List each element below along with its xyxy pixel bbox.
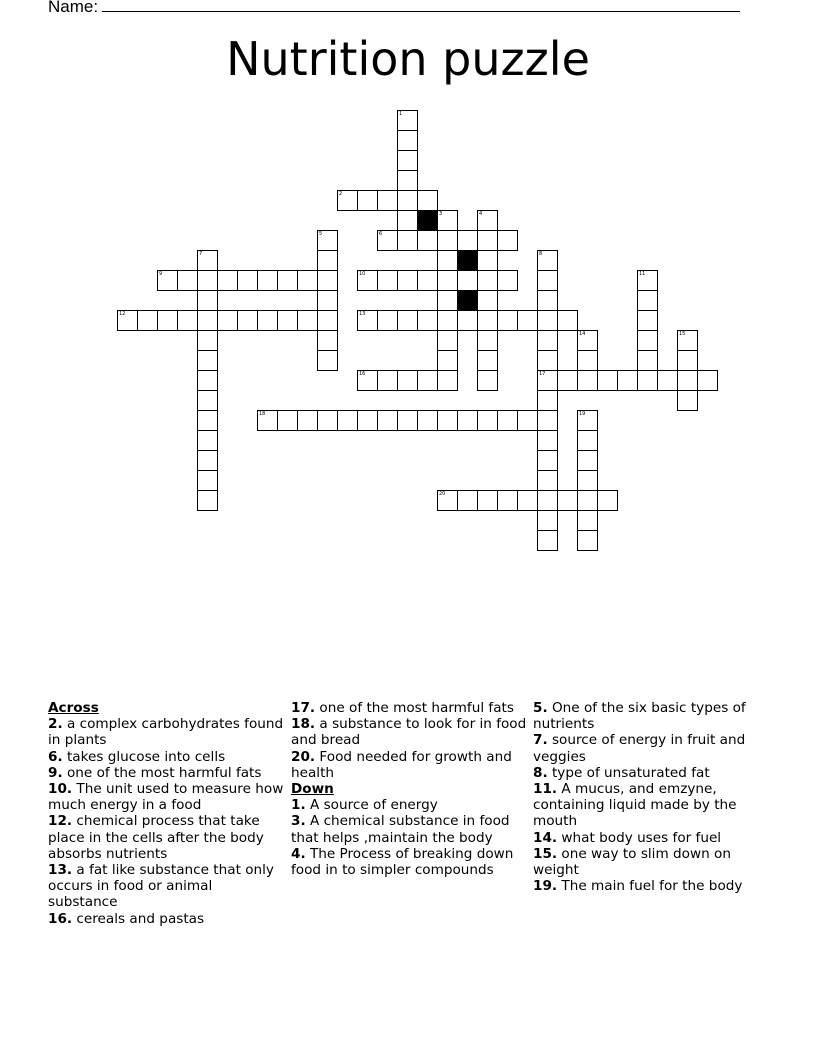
crossword-cell[interactable] (537, 250, 558, 271)
crossword-cell[interactable] (477, 350, 498, 371)
clue-number: 8 (539, 251, 543, 257)
crossword-cell[interactable] (317, 410, 338, 431)
crossword-cell[interactable] (297, 410, 318, 431)
crossword-cell[interactable] (577, 370, 598, 391)
crossword-cell[interactable] (437, 350, 458, 371)
crossword-cell[interactable] (157, 270, 178, 291)
crossword-cell[interactable] (257, 410, 278, 431)
clue-across-6: 6. takes glucose into cells (48, 748, 226, 765)
crossword-cell[interactable] (397, 370, 418, 391)
clue-number: 18 (259, 411, 266, 417)
crossword-cell[interactable] (237, 310, 258, 331)
crossword-cell[interactable] (577, 330, 598, 351)
clue-number: 2 (339, 191, 343, 197)
crossword-cell[interactable] (397, 110, 418, 131)
crossword-cell[interactable] (557, 370, 578, 391)
crossword-cell[interactable] (537, 290, 558, 311)
crossword-cell[interactable] (397, 310, 418, 331)
clue-column-3 (533, 700, 769, 894)
crossword-cell[interactable] (137, 310, 158, 331)
crossword-cell[interactable] (157, 310, 178, 331)
crossword-cell[interactable] (357, 270, 378, 291)
crossword-cell[interactable] (417, 190, 438, 211)
crossword-cell[interactable] (577, 490, 598, 511)
crossword-cell[interactable] (617, 370, 638, 391)
crossword-cell[interactable] (677, 330, 698, 351)
crossword-cell[interactable] (477, 310, 498, 331)
crossword-cell[interactable] (497, 270, 518, 291)
crossword-cell[interactable] (277, 270, 298, 291)
crossword-cell[interactable] (557, 310, 578, 331)
crossword-cell[interactable] (257, 310, 278, 331)
crossword-cell[interactable] (577, 530, 598, 551)
crossword-cell[interactable] (497, 490, 518, 511)
crossword-cell[interactable] (437, 310, 458, 331)
crossword-cell[interactable] (317, 290, 338, 311)
crossword-cell[interactable] (477, 230, 498, 251)
clue-down-14: 14. what body uses for fuel (533, 829, 722, 846)
crossword-cell[interactable] (197, 470, 218, 491)
crossword-cell[interactable] (637, 270, 658, 291)
crossword-cell[interactable] (197, 490, 218, 511)
crossword-cell[interactable] (417, 410, 438, 431)
crossword-cell[interactable] (517, 490, 538, 511)
crossword-cell[interactable] (437, 330, 458, 351)
clue-across-13: 13. a fat like substance that only occurs in food or animal substance (48, 862, 274, 911)
crossword-cell[interactable] (197, 410, 218, 431)
crossword-cell[interactable] (517, 310, 538, 331)
crossword-cell[interactable] (437, 250, 458, 271)
crossword-cell[interactable] (537, 390, 558, 411)
clue-column-2 (291, 700, 527, 878)
crossword-cell[interactable] (397, 130, 418, 151)
crossword-cell[interactable] (357, 370, 378, 391)
clue-across-20: 20. Food needed for growth and health (291, 748, 512, 781)
clue-number: 17 (539, 371, 546, 377)
crossword-cell[interactable] (397, 190, 418, 211)
crossword-cell[interactable] (397, 210, 418, 231)
clue-down-7: 7. source of energy in fruit and veggies (533, 732, 746, 765)
crossword-cell[interactable] (317, 270, 338, 291)
clue-down-5: 5. One of the six basic types of nutrients (533, 700, 746, 733)
clue-down-19: 19. The main fuel for the body (533, 878, 743, 895)
crossword-cell[interactable] (477, 370, 498, 391)
crossword-cell[interactable] (357, 190, 378, 211)
down-heading: Down (291, 781, 334, 798)
clue-number: 4 (479, 211, 483, 217)
crossword-cell[interactable] (537, 450, 558, 471)
crossword-cell[interactable] (437, 210, 458, 231)
clue-across-2: 2. a complex carbohydrates found in plants (48, 716, 284, 749)
crossword-cell[interactable] (637, 310, 658, 331)
crossword-cell[interactable] (177, 310, 198, 331)
crossword-cell[interactable] (577, 510, 598, 531)
crossword-block (457, 290, 478, 311)
crossword-cell[interactable] (437, 370, 458, 391)
clue-down-4: 4. The Process of breaking down food in to simpler compounds (291, 845, 514, 879)
name-label: Name: (48, 0, 99, 16)
crossword-cell[interactable] (357, 310, 378, 331)
crossword-cell[interactable] (417, 310, 438, 331)
clue-across-12: 12. chemical process that take place in the cells after the body absorbs nutrients (48, 813, 264, 862)
clue-number: 7 (199, 251, 203, 257)
crossword-cell[interactable] (577, 350, 598, 371)
crossword-cell[interactable] (197, 310, 218, 331)
clue-down-3: 3. A chemical substance in food that helps ,maintain the body (291, 813, 510, 846)
crossword-cell[interactable] (537, 490, 558, 511)
crossword-cell[interactable] (377, 230, 398, 251)
crossword-cell[interactable] (197, 390, 218, 411)
crossword-cell[interactable] (537, 470, 558, 491)
crossword-cell[interactable] (317, 250, 338, 271)
clue-across-16: 16. cereals and pastas (48, 910, 205, 927)
clue-column-1 (48, 700, 284, 927)
clue-number: 20 (439, 491, 446, 497)
crossword-cell[interactable] (537, 370, 558, 391)
crossword-cell[interactable] (437, 490, 458, 511)
crossword-cell[interactable] (457, 490, 478, 511)
crossword-cell[interactable] (317, 230, 338, 251)
clue-number: 12 (119, 311, 126, 317)
crossword-cell[interactable] (577, 450, 598, 471)
crossword-cell[interactable] (557, 490, 578, 511)
crossword-cell[interactable] (337, 410, 358, 431)
clue-across-18: 18. a substance to look for in food and bread (291, 716, 527, 749)
crossword-cell[interactable] (457, 310, 478, 331)
clue-number: 16 (359, 371, 366, 377)
crossword-cell[interactable] (317, 330, 338, 351)
crossword-cell[interactable] (417, 230, 438, 251)
crossword-cell[interactable] (677, 390, 698, 411)
crossword-cell[interactable] (197, 450, 218, 471)
clue-down-15: 15. one way to slim down on weight (533, 845, 731, 879)
clue-number: 5 (319, 231, 323, 237)
crossword-cell[interactable] (377, 370, 398, 391)
crossword-cell[interactable] (637, 330, 658, 351)
crossword-cell[interactable] (497, 410, 518, 431)
crossword-block (417, 210, 438, 231)
clue-number: 13 (359, 311, 366, 317)
crossword-cell[interactable] (497, 230, 518, 251)
crossword-cell[interactable] (457, 230, 478, 251)
crossword-cell[interactable] (257, 270, 278, 291)
crossword-block (457, 250, 478, 271)
crossword-cell[interactable] (417, 270, 438, 291)
crossword-cell[interactable] (577, 430, 598, 451)
crossword-cell[interactable] (537, 430, 558, 451)
crossword-cell[interactable] (537, 270, 558, 291)
crossword-cell[interactable] (197, 370, 218, 391)
crossword-cell[interactable] (597, 370, 618, 391)
crossword-cell[interactable] (477, 330, 498, 351)
crossword-cell[interactable] (537, 310, 558, 331)
crossword-cell[interactable] (297, 310, 318, 331)
clue-number: 14 (579, 331, 586, 337)
crossword-cell[interactable] (197, 250, 218, 271)
crossword-cell[interactable] (437, 270, 458, 291)
crossword-cell[interactable] (477, 210, 498, 231)
crossword-cell[interactable] (597, 490, 618, 511)
crossword-cell[interactable] (397, 170, 418, 191)
crossword-cell[interactable] (537, 410, 558, 431)
crossword-cell[interactable] (177, 270, 198, 291)
crossword-cell[interactable] (317, 310, 338, 331)
crossword-cell[interactable] (477, 410, 498, 431)
crossword-cell[interactable] (197, 330, 218, 351)
crossword-cell[interactable] (437, 290, 458, 311)
crossword-cell[interactable] (117, 310, 138, 331)
crossword-cell[interactable] (437, 410, 458, 431)
crossword-cell[interactable] (637, 370, 658, 391)
crossword-cell[interactable] (477, 250, 498, 271)
crossword-cell[interactable] (197, 290, 218, 311)
crossword-cell[interactable] (357, 410, 378, 431)
clue-number: 11 (639, 271, 646, 277)
crossword-cell[interactable] (277, 410, 298, 431)
crossword-cell[interactable] (397, 270, 418, 291)
crossword-cell[interactable] (517, 410, 538, 431)
crossword-cell[interactable] (237, 270, 258, 291)
clue-down-11: 11. A mucus, and emzyne, containing liquid made by the mouth (533, 781, 737, 830)
crossword-cell[interactable] (437, 230, 458, 251)
crossword-cell[interactable] (657, 370, 678, 391)
crossword-cell[interactable] (377, 310, 398, 331)
clue-number: 6 (379, 231, 383, 237)
crossword-cell[interactable] (477, 490, 498, 511)
page-title: Nutrition puzzle (226, 32, 590, 86)
clue-down-8: 8. type of unsaturated fat (533, 764, 710, 781)
clue-across-9: 9. one of the most harmful fats (48, 764, 262, 781)
crossword-cell[interactable] (537, 510, 558, 531)
crossword-cell[interactable] (417, 370, 438, 391)
crossword-cell[interactable] (537, 530, 558, 551)
crossword-cell[interactable] (577, 410, 598, 431)
crossword-cell[interactable] (397, 150, 418, 171)
crossword-cell[interactable] (337, 190, 358, 211)
crossword-cell[interactable] (197, 350, 218, 371)
clue-number: 9 (159, 271, 163, 277)
crossword-cell[interactable] (537, 350, 558, 371)
crossword-cell[interactable] (677, 350, 698, 371)
crossword-cell[interactable] (217, 270, 238, 291)
crossword-cell[interactable] (477, 270, 498, 291)
crossword-cell[interactable] (377, 190, 398, 211)
crossword-cell[interactable] (677, 370, 698, 391)
crossword-cell[interactable] (477, 290, 498, 311)
crossword-cell[interactable] (697, 370, 718, 391)
clue-number: 3 (439, 211, 443, 217)
crossword-cell[interactable] (397, 410, 418, 431)
clue-across-17: 17. one of the most harmful fats (291, 700, 514, 716)
crossword-cell[interactable] (197, 270, 218, 291)
crossword-cell[interactable] (457, 270, 478, 291)
crossword-cell[interactable] (497, 310, 518, 331)
crossword-cell[interactable] (217, 310, 238, 331)
clue-number: 15 (679, 331, 686, 337)
crossword-cell[interactable] (317, 350, 338, 371)
crossword-cell[interactable] (297, 270, 318, 291)
clue-down-1: 1. A source of energy (291, 797, 438, 814)
clue-across-10: 10. The unit used to measure how much energy in a food (48, 781, 284, 814)
crossword-cell[interactable] (197, 430, 218, 451)
crossword-cell[interactable] (537, 330, 558, 351)
clue-number: 10 (359, 271, 366, 277)
crossword-cell[interactable] (577, 470, 598, 491)
across-heading: Across (48, 700, 99, 716)
crossword-cell[interactable] (277, 310, 298, 331)
clue-number: 1 (399, 111, 403, 117)
crossword-cell[interactable] (637, 290, 658, 311)
clue-number: 19 (579, 411, 586, 417)
crossword-cell[interactable] (377, 270, 398, 291)
crossword-cell[interactable] (637, 350, 658, 371)
crossword-cell[interactable] (457, 410, 478, 431)
crossword-cell[interactable] (397, 230, 418, 251)
crossword-cell[interactable] (377, 410, 398, 431)
